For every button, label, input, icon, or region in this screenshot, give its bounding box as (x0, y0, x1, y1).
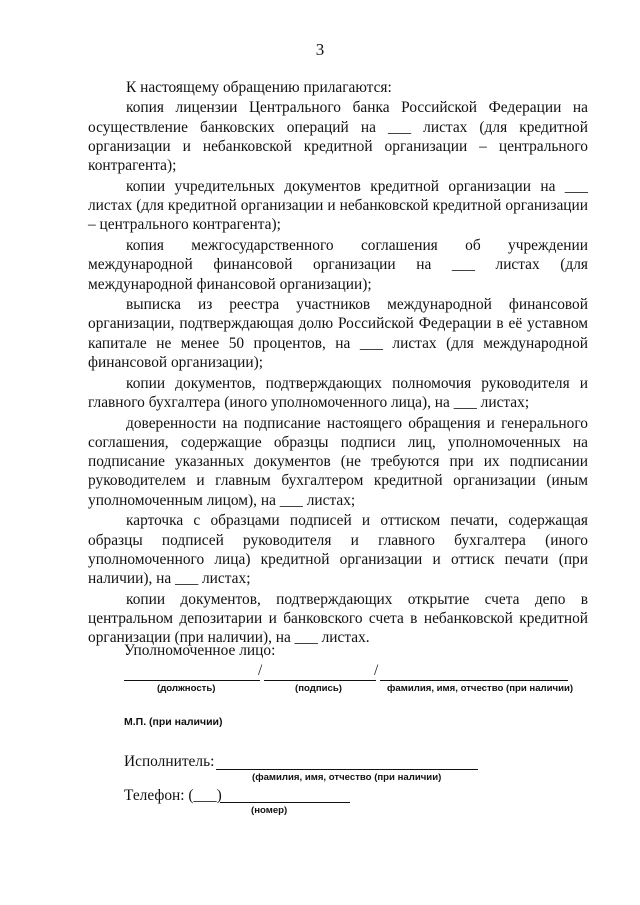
seal-place-label: М.П. (при наличии) (124, 716, 223, 728)
executor-caption: (фамилия, имя, отчество (при наличии) (252, 772, 442, 783)
attachment-item: копия межгосударственного соглашения об учреждении международной финансовой организации на ___ листах (для международной финансовой организации); (88, 236, 588, 293)
attachment-item: выписка из реестра участников международной финансовой организации, подтверждающая долю Российской Федерации в её уставном капитале не менее 50 процентов, на ___ листах (для международной финансовой организации); (88, 296, 588, 372)
separator-slash: / (258, 662, 263, 679)
executor-line (216, 769, 478, 770)
authorized-person-label: Уполномоченное лицо: (124, 642, 276, 659)
attachment-item: доверенности на подписание настоящего обращения и генерального соглашения, содержащие образцы подписи лиц, уполномоченных на подписание указанных документов (не требуются при их подписании руководителем и главным бухгалтером кредитной организации (иным уполномоченным лицом), на ___ листах; (88, 414, 588, 509)
signature-line (264, 680, 376, 681)
phone-label: Телефон: (___) (124, 787, 222, 804)
name-caption: фамилия, имя, отчество (при наличии) (387, 683, 574, 694)
attachment-item: копии документов, подтверждающих открытие счета депо в центральном депозитарии и банковского счета в небанковской кредитной организации (при наличии), на ___ листах. (88, 590, 588, 647)
executor-label: Исполнитель: (124, 753, 215, 770)
page-number: 3 (315, 40, 325, 59)
position-line (124, 680, 260, 681)
phone-caption: (номер) (251, 805, 288, 816)
position-caption: (должность) (157, 683, 216, 694)
attachment-item: копия лицензии Центрального банка Российской Федерации на осуществление банковских операций на ___ листах (для кредитной организации и небанковской кредитной организации – центрального контрагента); (88, 99, 588, 175)
attachment-item: копии документов, подтверждающих полномочия руководителя и главного бухгалтера (иного уполномоченного лица), на ___ листах; (88, 374, 588, 411)
attachment-item: копии учредительных документов кредитной организации на ___ листах (для кредитной организации и небанковской кредитной организации – центрального контрагента); (88, 177, 588, 234)
separator-slash: / (374, 662, 379, 679)
attachment-item: карточка с образцами подписей и оттиском печати, содержащая образцы подписей руководителя и главного бухгалтера (иного уполномоченного лица) кредитной организации и оттиск печати (при наличии), на ___ листах; (88, 512, 588, 588)
attachments-intro: К настоящему обращению прилагаются: (126, 79, 392, 96)
phone-line (220, 802, 350, 803)
name-line (380, 680, 568, 681)
signature-caption: (подпись) (295, 683, 342, 694)
